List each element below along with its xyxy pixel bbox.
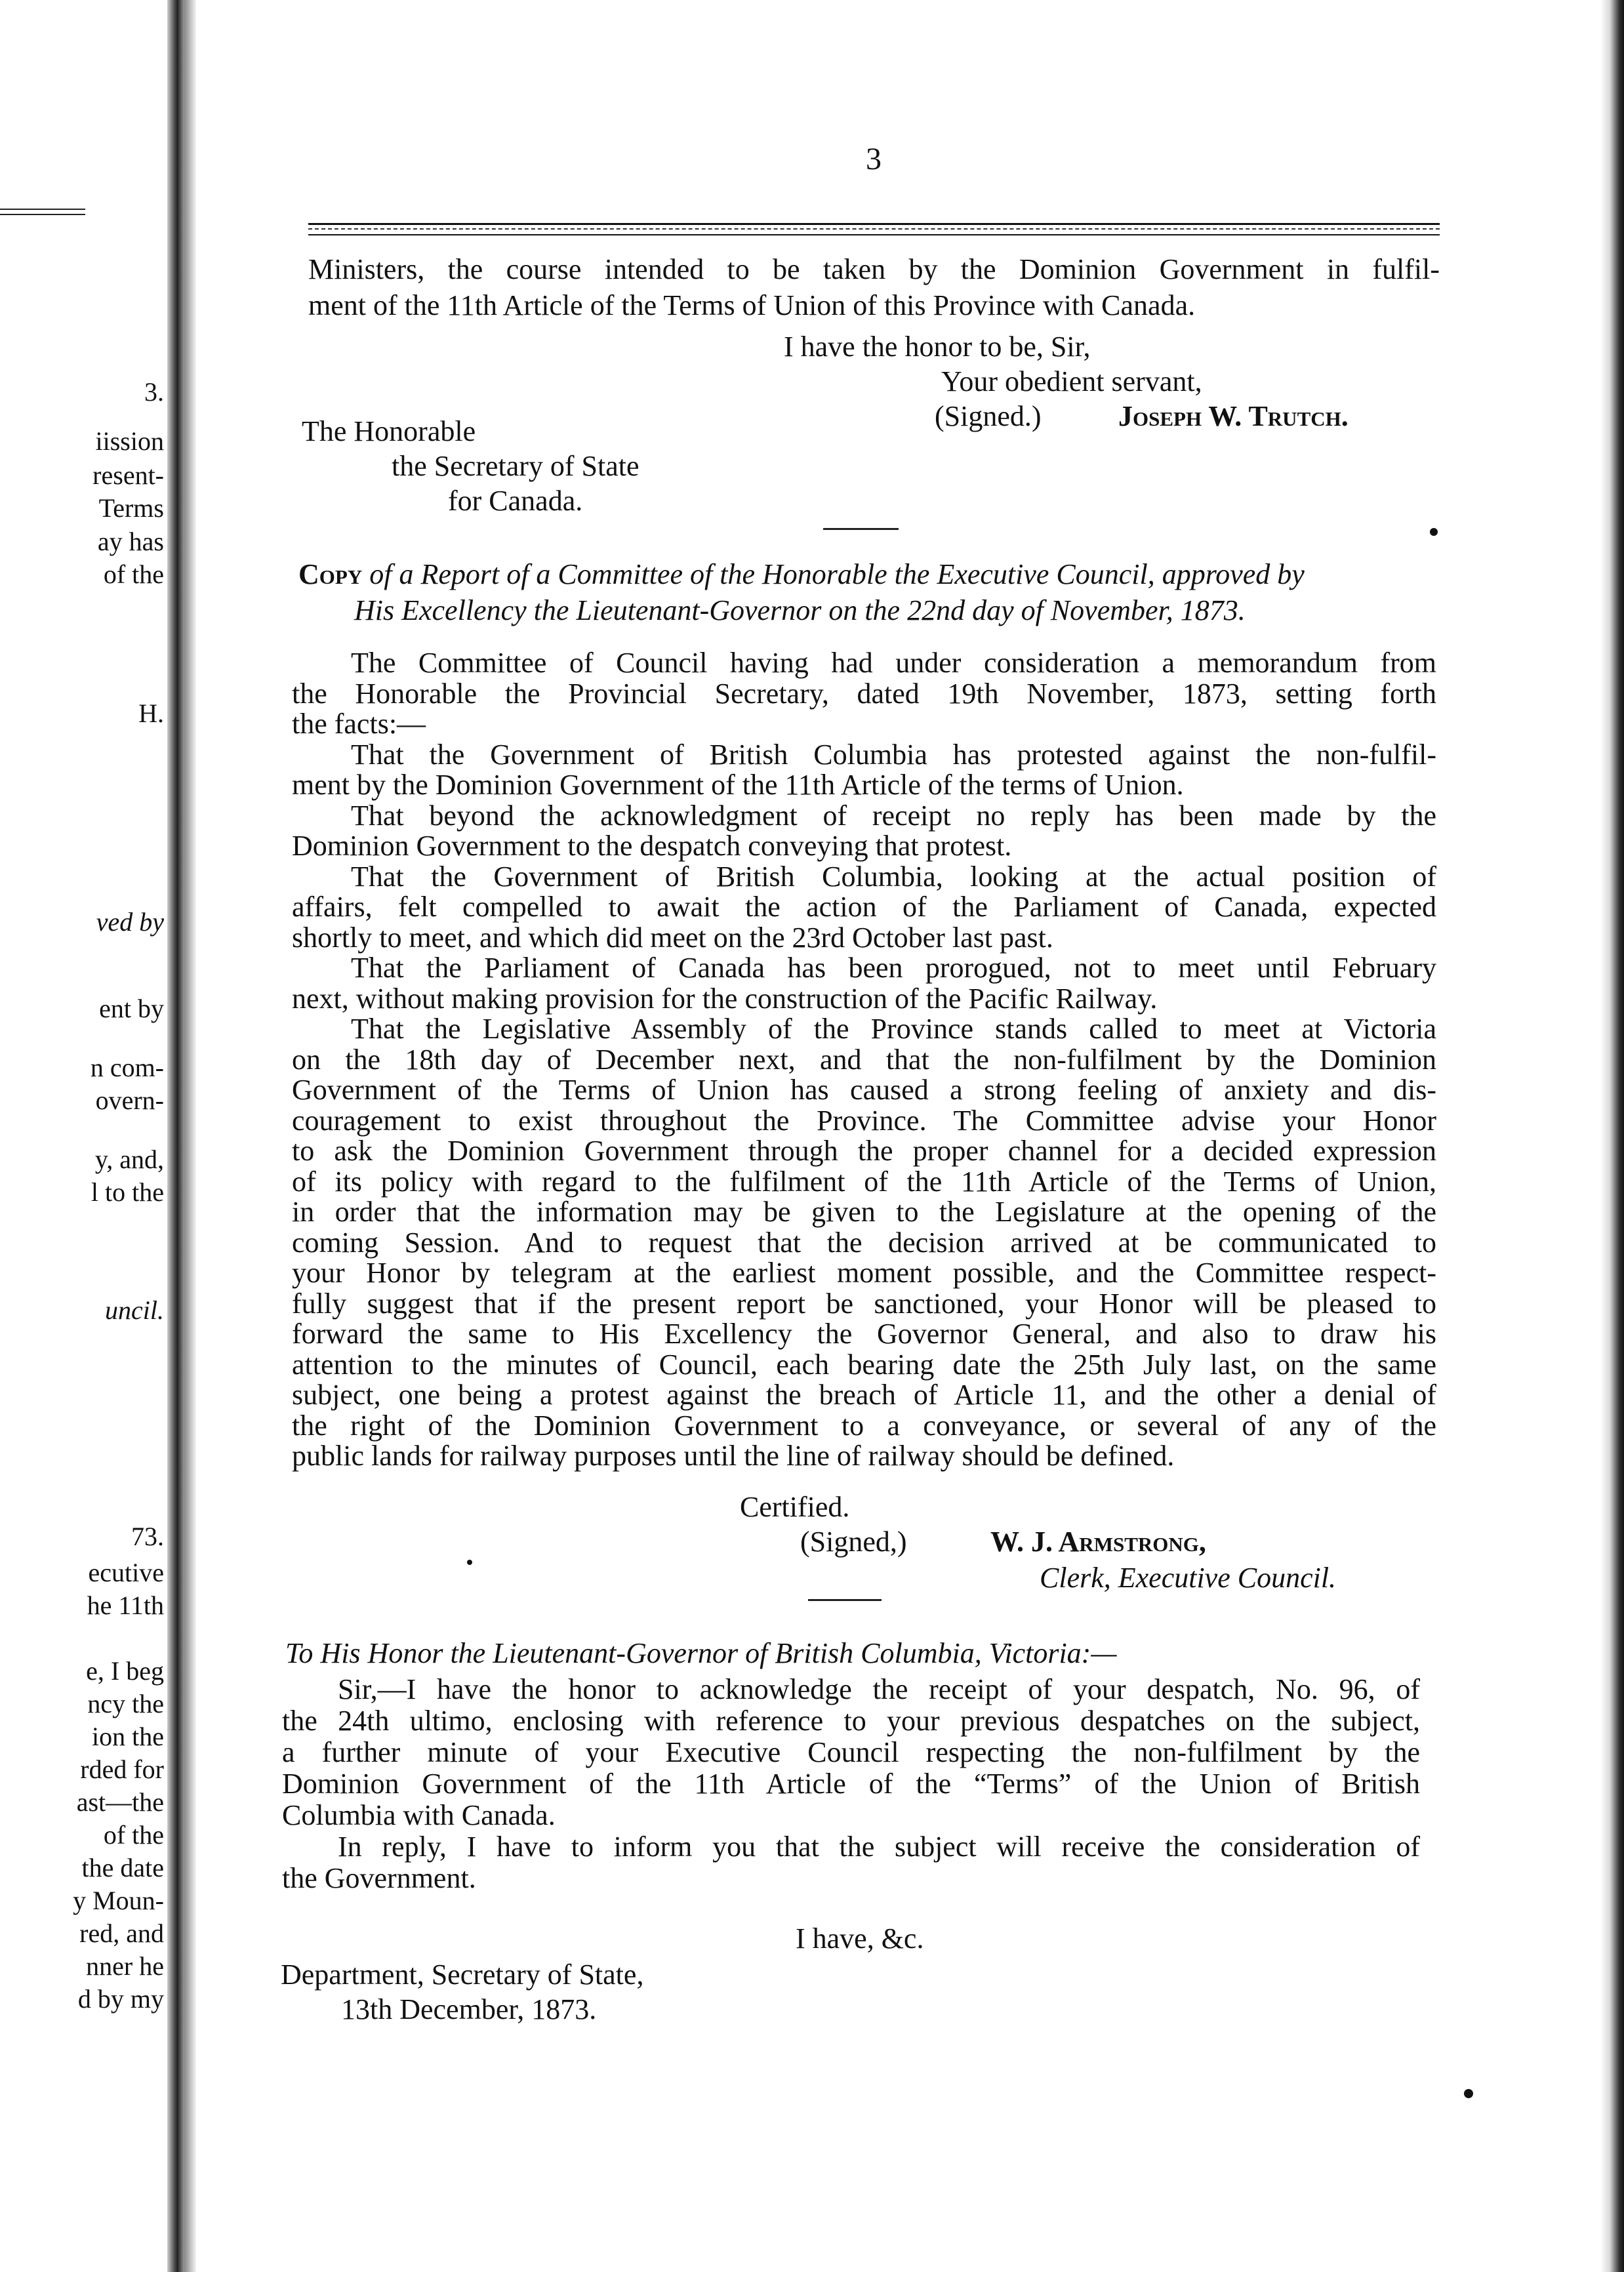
left-fragment-text: e, I beg xyxy=(86,1656,164,1686)
report-signed-label: (Signed,) xyxy=(800,1526,907,1558)
report-line: of its policy with regard to the fulfilment of the 11th Article of the Terms of Union, xyxy=(292,1165,1436,1198)
report-signature-title: Clerk, Executive Council. xyxy=(1040,1562,1337,1594)
left-fragment-text: nner he xyxy=(86,1951,164,1981)
report-line: coming Session. And to request that the decision arrived at be communicated to xyxy=(292,1226,1436,1259)
report-line: That beyond the acknowledgment of receipt no reply has been made by the xyxy=(351,799,1436,832)
left-fragment-text: of the xyxy=(103,1820,164,1850)
report-line: in order that the information may be given to the Legislature at the opening of the xyxy=(292,1196,1436,1228)
section-divider-2 xyxy=(808,1599,882,1601)
left-fragment-text: ay has xyxy=(97,527,164,556)
left-fragment-text: ent by xyxy=(99,994,164,1023)
left-fragment-text: of the xyxy=(103,559,164,589)
report-line: fully suggest that if the present report be sanctioned, your Honor will be pleased to xyxy=(292,1287,1436,1320)
left-fragment-text: y, and, xyxy=(94,1145,164,1174)
page-fold-highlight xyxy=(184,0,196,2272)
report-line: The Committee of Council having had under consideration a memorandum from xyxy=(351,647,1436,679)
header-rule xyxy=(308,223,1440,235)
left-fragment-text: ion the xyxy=(92,1722,164,1751)
letter2-address: To His Honor the Lieutenant-Governor of British Columbia, Victoria:— xyxy=(285,1637,1117,1669)
report-heading-text-1: of a Report of a Committee of the Honorable the Executive Council, approved by xyxy=(369,558,1305,590)
report-line: your Honor by telegram at the earliest moment possible, and the Committee respect- xyxy=(292,1257,1436,1289)
letter1-line-1: Ministers, the course intended to be taken by the Dominion Government in fulfil- xyxy=(308,253,1440,285)
letter2-closing: I have, &c. xyxy=(796,1922,924,1955)
report-line: subject, one being a protest against the breach of Article 11, and the other a denial of xyxy=(292,1379,1436,1411)
report-line: shortly to meet, and which did meet on the 23rd October last past. xyxy=(292,921,1053,954)
letter2-line: Dominion Government of the 11th Article of the “Terms” of the Union of British xyxy=(282,1768,1420,1800)
report-line: couragement to exist throughout the Province. The Committee advise your Honor xyxy=(292,1104,1436,1137)
report-line: That the Government of British Columbia, looking at the actual position of xyxy=(351,860,1436,893)
left-fragment-text: red, and xyxy=(79,1918,164,1948)
report-line: attention to the minutes of Council, each bearing date the 25th July last, on the same xyxy=(292,1348,1436,1381)
ink-speck xyxy=(467,1560,472,1565)
left-fragment-text: uncil. xyxy=(105,1295,164,1325)
left-fragment-text: resent- xyxy=(92,460,164,490)
letter2-department-1: Department, Secretary of State, xyxy=(281,1958,644,1991)
report-heading-line-1 xyxy=(298,558,1443,592)
left-fragment-text: 3. xyxy=(144,377,164,407)
ink-speck xyxy=(1464,2089,1473,2098)
letter1-addressee-3: for Canada. xyxy=(448,485,583,517)
letter2-department-2: 13th December, 1873. xyxy=(341,1993,597,2025)
left-fragment-text: ved by xyxy=(96,907,164,937)
left-fragment-text: the date xyxy=(81,1853,164,1882)
report-line: next, without making provision for the construction of the Pacific Railway. xyxy=(292,982,1158,1015)
report-line: Dominion Government to the despatch conveying that protest. xyxy=(292,830,1012,862)
letter1-signed-label: (Signed.) xyxy=(935,400,1042,432)
section-divider-1 xyxy=(823,528,899,530)
left-page-fragment xyxy=(0,0,164,2272)
left-fragment-text: n com- xyxy=(90,1053,164,1082)
letter2-line: In reply, I have to inform you that the subject will receive the consideration of xyxy=(338,1831,1420,1863)
report-line: on the 18th day of December next, and that the non-fulfilment by the Dominion xyxy=(292,1043,1436,1076)
report-line: the Honorable the Provincial Secretary, dated 19th November, 1873, setting forth xyxy=(292,677,1436,710)
report-certified: Certified. xyxy=(740,1491,850,1523)
left-fragment-text: he 11th xyxy=(87,1591,164,1620)
left-fragment-text: overn- xyxy=(95,1085,164,1115)
report-line: ment by the Dominion Government of the 11th Article of the terms of Union. xyxy=(292,769,1184,801)
letter1-line-2: ment of the 11th Article of the Terms of Union of this Province with Canada. xyxy=(308,289,1196,321)
report-line: to ask the Dominion Government through the proper channel for a decided expression xyxy=(292,1135,1436,1167)
report-line: That the Government of British Columbia has protested against the non-fulfil- xyxy=(351,738,1436,771)
letter1-closing-1: I have the honor to be, Sir, xyxy=(784,331,1091,363)
report-line: the facts:— xyxy=(292,708,426,740)
left-fragment-text: ast—the xyxy=(76,1787,164,1817)
left-page-rule xyxy=(0,209,85,215)
page-number: 3 xyxy=(866,142,882,176)
report-line: That the Parliament of Canada has been prorogued, not to meet until February xyxy=(351,952,1436,984)
report-line: forward the same to His Excellency the Governor General, and also to draw his xyxy=(292,1318,1436,1350)
letter2-line: the Government. xyxy=(282,1862,476,1894)
left-fragment-text: Terms xyxy=(98,493,164,523)
letter1-addressee-1: The Honorable xyxy=(302,415,476,447)
letter2-line: a further minute of your Executive Council respecting the non-fulfilment by the xyxy=(282,1736,1420,1768)
report-signature: W. J. Armstrong, xyxy=(990,1526,1206,1558)
left-fragment-text: iission xyxy=(95,426,164,456)
report-heading-copy: Copy xyxy=(298,558,363,590)
left-fragment-text: rded for xyxy=(80,1755,164,1784)
report-line: Government of the Terms of Union has caused a strong feeling of anxiety and dis- xyxy=(292,1074,1436,1106)
left-fragment-text: ecutive xyxy=(88,1558,164,1587)
report-line: public lands for railway purposes until the line of railway should be defined. xyxy=(292,1440,1175,1472)
right-page-edge xyxy=(1600,0,1624,2272)
left-fragment-text: y Moun- xyxy=(73,1886,164,1915)
report-heading-line-2: His Excellency the Lieutenant-Governor on the 22nd day of November, 1873. xyxy=(354,594,1246,626)
left-fragment-text: ncy the xyxy=(87,1689,164,1718)
ink-speck xyxy=(1430,528,1438,536)
left-fragment-text: 73. xyxy=(131,1522,164,1551)
letter2-line: Sir,—I have the honor to acknowledge the receipt of your despatch, No. 96, of xyxy=(338,1673,1420,1705)
letter1-signature: Joseph W. Trutch. xyxy=(1118,400,1349,432)
report-line: That the Legislative Assembly of the Province stands called to meet at Victoria xyxy=(351,1013,1436,1045)
left-fragment-text: l to the xyxy=(91,1177,164,1207)
letter1-addressee-2: the Secretary of State xyxy=(392,450,639,482)
letter1-closing-2: Your obedient servant, xyxy=(941,365,1202,397)
page-fold-shadow xyxy=(167,0,184,2272)
left-fragment-text: H. xyxy=(138,699,164,728)
left-fragment-text: d by my xyxy=(77,1984,164,2014)
letter2-line: Columbia with Canada. xyxy=(282,1799,556,1831)
report-line: affairs, felt compelled to await the action of the Parliament of Canada, expected xyxy=(292,891,1436,923)
report-line: the right of the Dominion Government to a conveyance, or several of any of the xyxy=(292,1409,1436,1442)
letter2-line: the 24th ultimo, enclosing with reference to your previous despatches on the subject, xyxy=(282,1705,1420,1737)
